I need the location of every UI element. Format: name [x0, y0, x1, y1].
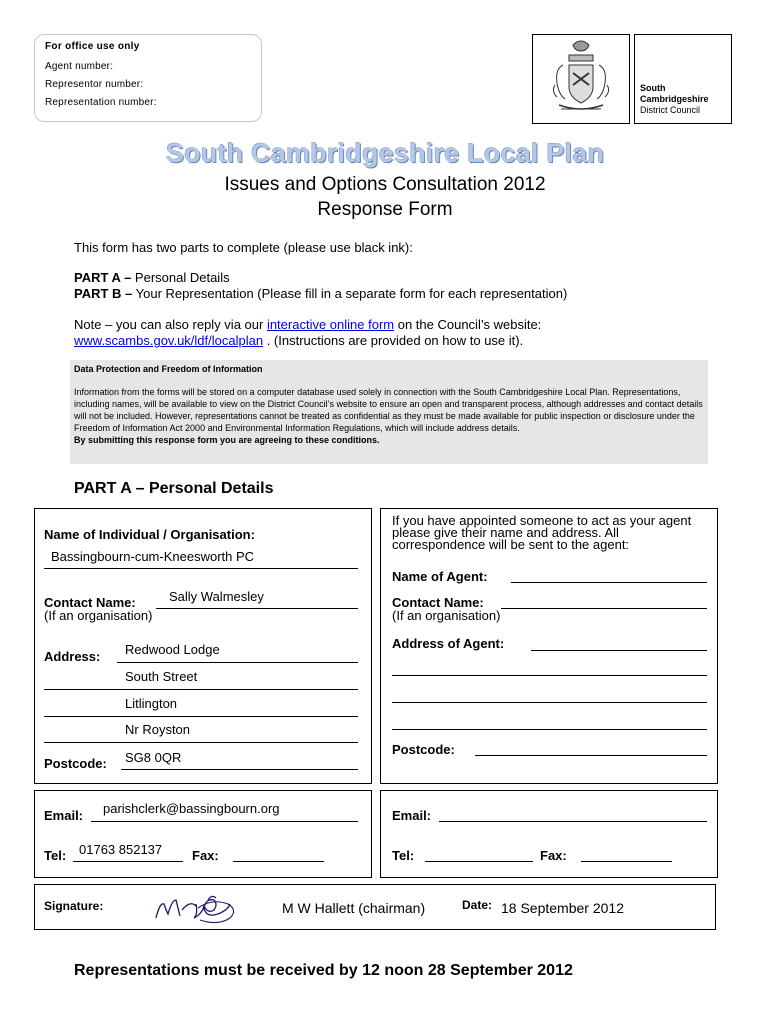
agent-tel-line[interactable] — [425, 861, 533, 862]
handwritten-signature — [152, 892, 244, 928]
contact-name-label: Contact Name: — [44, 595, 136, 610]
tel-value[interactable]: 01763 852137 — [79, 842, 163, 857]
fax-label: Fax: — [192, 848, 219, 863]
representation-number-label: Representation number: — [45, 97, 157, 108]
agent-fax-label: Fax: — [540, 848, 567, 863]
postcode-label: Postcode: — [44, 756, 107, 771]
agent-address-line-3[interactable] — [392, 702, 707, 703]
agent-number-label: Agent number: — [45, 61, 114, 72]
address-underline-1 — [117, 662, 358, 663]
agent-tel-label: Tel: — [392, 848, 415, 863]
agent-details-box — [380, 508, 718, 784]
agent-intro: If you have appointed someone to act as your agent please give their name and address. All correspondence will be sent to the agent: — [392, 513, 692, 552]
online-form-link[interactable]: interactive online form — [266, 317, 395, 332]
page-title: South Cambridgeshire Local Plan — [165, 138, 605, 168]
part-a-heading: PART A – Personal Details — [74, 480, 274, 497]
agent-postcode-line[interactable] — [475, 755, 707, 756]
agent-address-line-2[interactable] — [392, 675, 707, 676]
agent-address-line-1[interactable] — [531, 650, 707, 651]
address-line-4[interactable]: Nr Royston — [125, 722, 191, 737]
council-name-text: South Cambridgeshire District Council — [640, 83, 709, 115]
subtitle-consultation: Issues and Options Consultation 2012 — [224, 174, 546, 195]
contact-name-line — [156, 608, 358, 609]
council-name-logo — [634, 34, 732, 124]
website-link[interactable]: www.scambs.gov.uk/ldf/localplan — [74, 333, 264, 348]
agent-contact-box — [380, 790, 718, 878]
email-value[interactable]: parishclerk@bassingbourn.org — [103, 801, 280, 816]
tel-line — [73, 861, 183, 862]
address-line-3[interactable]: Litlington — [125, 696, 178, 711]
agent-contact-sub: (If an organisation) — [392, 608, 501, 623]
address-underline-4 — [44, 742, 358, 743]
data-protection-box — [70, 360, 708, 464]
agent-contact-line[interactable] — [501, 608, 707, 609]
agent-email-label: Email: — [392, 808, 432, 823]
agent-name-label: Name of Agent: — [392, 569, 488, 584]
agent-address-label: Address of Agent: — [392, 636, 505, 651]
agent-contact-label: Contact Name: — [392, 595, 484, 610]
contact-name-value[interactable]: Sally Walmesley — [169, 589, 264, 604]
subtitle-response-form: Response Form — [317, 199, 453, 220]
date-label: Date: — [462, 898, 493, 912]
agent-address-line-4[interactable] — [392, 729, 707, 730]
address-underline-3 — [44, 716, 358, 717]
agent-email-line[interactable] — [439, 821, 707, 822]
date-value[interactable]: 18 September 2012 — [501, 900, 624, 916]
fax-line[interactable] — [233, 861, 324, 862]
website-line: www.scambs.gov.uk/ldf/localplan . (Instructions are provided on how to use it). — [74, 333, 524, 348]
signature-label: Signature: — [44, 899, 104, 913]
email-line — [91, 821, 358, 822]
email-label: Email: — [44, 808, 84, 823]
office-use-box — [34, 34, 262, 122]
instructions-text: This form has two parts to complete (please use black ink): — [74, 240, 413, 255]
agent-postcode-label: Postcode: — [392, 742, 455, 757]
part-a-line: PART A – Personal Details — [74, 270, 230, 285]
postcode-line — [121, 769, 358, 770]
signatory-name: M W Hallett (chairman) — [282, 900, 426, 916]
address-line-1[interactable]: Redwood Lodge — [125, 642, 220, 657]
crest-icon — [533, 35, 629, 123]
part-b-line: PART B – Your Representation (Please fill in a separate form for each representation) — [74, 286, 568, 301]
representor-number-label: Representor number: — [45, 79, 144, 90]
address-label: Address: — [44, 649, 101, 664]
office-use-title: For office use only — [45, 41, 140, 52]
agent-name-line[interactable] — [511, 582, 707, 583]
agent-fax-line[interactable] — [581, 861, 672, 862]
address-line-2[interactable]: South Street — [125, 669, 198, 684]
address-underline-2 — [44, 689, 358, 690]
data-protection-title: Data Protection and Freedom of Information — [74, 364, 263, 374]
council-crest-logo — [532, 34, 630, 124]
name-line — [44, 568, 358, 569]
name-value[interactable]: Bassingbourn-cum-Kneesworth PC — [51, 549, 255, 564]
tel-label: Tel: — [44, 848, 67, 863]
contact-name-sub: (If an organisation) — [44, 608, 153, 623]
data-protection-text: Information from the forms will be stored on a computer database used solely in connection with the South Cambridgeshire Local Plan. Representations, including names, will be available to view on the District Council’s website to ensure an open and transparent process, although addresses and contact details will not be included. However, representations cannot be treated as confidential as they must be made available for public inspection or disclosure under the Freedom of Information Act 2000 and Environmental Information Regulations, which will include address details. By submitting this response form you are agreeing to these conditions. — [74, 387, 703, 445]
individual-details-box — [34, 508, 372, 784]
name-label: Name of Individual / Organisation: — [44, 527, 255, 542]
individual-contact-box — [34, 790, 372, 878]
postcode-value[interactable]: SG8 0QR — [125, 750, 182, 765]
signature-box — [34, 884, 716, 930]
submission-deadline: Representations must be received by 12 noon 28 September 2012 — [74, 962, 573, 979]
note-line: Note – you can also reply via our interactive online form on the Council’s website: — [74, 317, 542, 332]
